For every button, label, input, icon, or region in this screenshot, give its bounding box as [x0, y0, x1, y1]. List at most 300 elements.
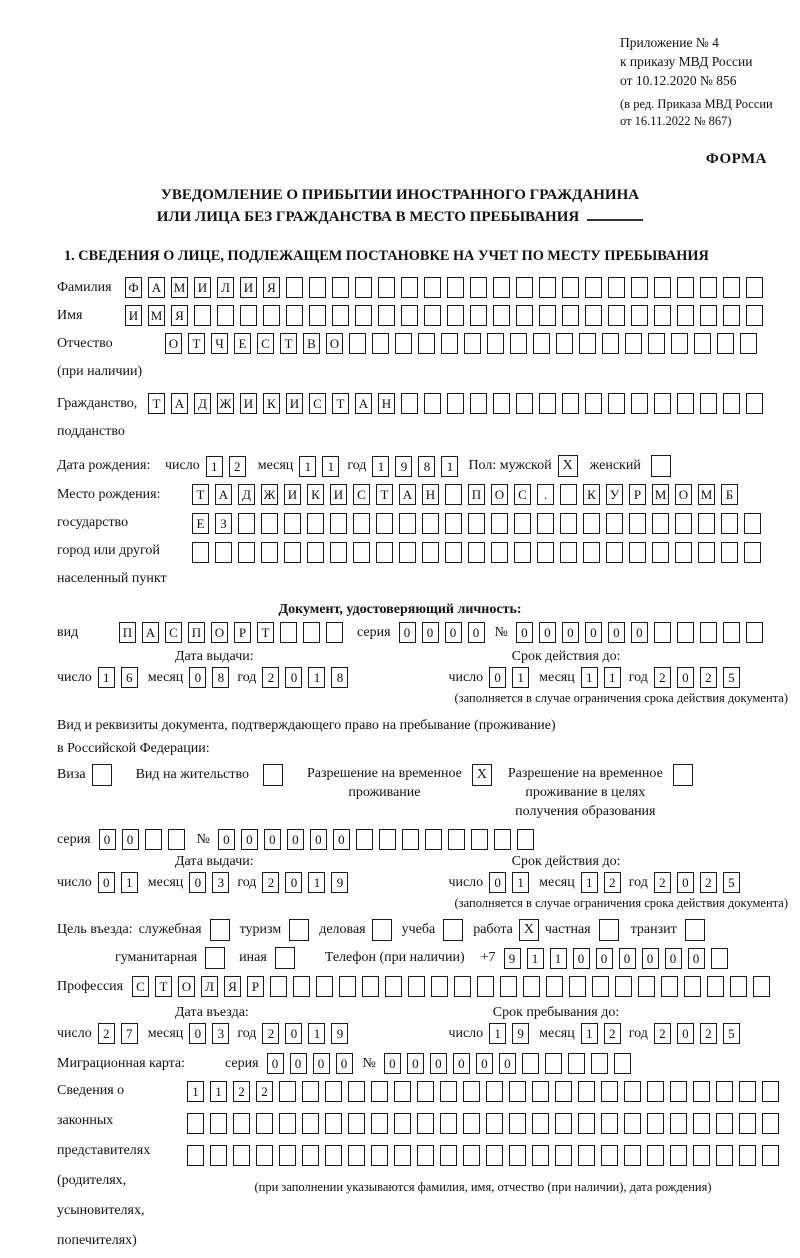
- purpose-business-checkbox[interactable]: [372, 919, 392, 941]
- char-box[interactable]: [279, 1145, 296, 1166]
- char-box[interactable]: [325, 1081, 342, 1102]
- char-box[interactable]: 0: [476, 1053, 493, 1074]
- char-box[interactable]: Е: [234, 333, 251, 354]
- char-box[interactable]: [493, 277, 510, 298]
- char-box[interactable]: [578, 1081, 595, 1102]
- char-box[interactable]: [721, 542, 738, 563]
- char-box[interactable]: 0: [98, 872, 115, 893]
- char-box[interactable]: [654, 393, 671, 414]
- char-box[interactable]: 0: [562, 622, 579, 643]
- char-box[interactable]: [625, 333, 642, 354]
- char-box[interactable]: [568, 1053, 585, 1074]
- char-box[interactable]: Т: [148, 393, 165, 414]
- char-box[interactable]: [424, 277, 441, 298]
- char-box[interactable]: [486, 1145, 503, 1166]
- char-box[interactable]: [711, 948, 728, 969]
- char-box[interactable]: [470, 393, 487, 414]
- char-box[interactable]: [477, 976, 494, 997]
- char-box[interactable]: О: [491, 484, 508, 505]
- char-box[interactable]: [601, 1113, 618, 1134]
- char-box[interactable]: [746, 622, 763, 643]
- char-box[interactable]: [378, 277, 395, 298]
- char-box[interactable]: 0: [267, 1053, 284, 1074]
- char-box[interactable]: [723, 393, 740, 414]
- char-box[interactable]: 2: [262, 872, 279, 893]
- char-box[interactable]: 2: [262, 1023, 279, 1044]
- char-box[interactable]: [395, 333, 412, 354]
- char-box[interactable]: 8: [331, 667, 348, 688]
- char-box[interactable]: [670, 1081, 687, 1102]
- char-box[interactable]: [562, 393, 579, 414]
- char-box[interactable]: 0: [665, 948, 682, 969]
- char-box[interactable]: 2: [256, 1081, 273, 1102]
- char-box[interactable]: [445, 513, 462, 534]
- char-box[interactable]: [424, 393, 441, 414]
- char-box[interactable]: 0: [422, 622, 439, 643]
- char-box[interactable]: [677, 277, 694, 298]
- char-box[interactable]: 0: [189, 667, 206, 688]
- char-box[interactable]: [509, 1081, 526, 1102]
- char-box[interactable]: [261, 542, 278, 563]
- char-box[interactable]: [510, 333, 527, 354]
- char-box[interactable]: [325, 1113, 342, 1134]
- rvp-checkbox[interactable]: X: [472, 764, 492, 786]
- char-box[interactable]: [284, 513, 301, 534]
- char-box[interactable]: [470, 277, 487, 298]
- char-box[interactable]: [654, 277, 671, 298]
- char-box[interactable]: [401, 393, 418, 414]
- char-box[interactable]: [585, 305, 602, 326]
- char-box[interactable]: 2: [98, 1023, 115, 1044]
- char-box[interactable]: А: [399, 484, 416, 505]
- char-box[interactable]: 9: [331, 1023, 348, 1044]
- char-box[interactable]: [309, 305, 326, 326]
- char-box[interactable]: [592, 976, 609, 997]
- char-box[interactable]: 1: [581, 1023, 598, 1044]
- char-box[interactable]: 0: [287, 829, 304, 850]
- char-box[interactable]: [353, 542, 370, 563]
- char-box[interactable]: [716, 1145, 733, 1166]
- char-box[interactable]: [624, 1113, 641, 1134]
- char-box[interactable]: К: [263, 393, 280, 414]
- char-box[interactable]: [447, 305, 464, 326]
- char-box[interactable]: [353, 513, 370, 534]
- char-box[interactable]: 0: [445, 622, 462, 643]
- char-box[interactable]: [371, 1145, 388, 1166]
- char-box[interactable]: [700, 277, 717, 298]
- char-box[interactable]: [631, 393, 648, 414]
- char-box[interactable]: [509, 1145, 526, 1166]
- char-box[interactable]: 8: [212, 667, 229, 688]
- char-box[interactable]: 2: [654, 1023, 671, 1044]
- char-box[interactable]: 3: [212, 872, 229, 893]
- char-box[interactable]: [210, 1145, 227, 1166]
- char-box[interactable]: О: [675, 484, 692, 505]
- char-box[interactable]: [537, 513, 554, 534]
- char-box[interactable]: 0: [453, 1053, 470, 1074]
- char-box[interactable]: С: [132, 976, 149, 997]
- purpose-work-checkbox[interactable]: X: [519, 919, 539, 941]
- char-box[interactable]: Ж: [261, 484, 278, 505]
- char-box[interactable]: [371, 1113, 388, 1134]
- char-box[interactable]: [555, 1081, 572, 1102]
- char-box[interactable]: 1: [121, 872, 138, 893]
- char-box[interactable]: И: [240, 393, 257, 414]
- char-box[interactable]: [316, 976, 333, 997]
- char-box[interactable]: О: [165, 333, 182, 354]
- char-box[interactable]: 0: [285, 872, 302, 893]
- char-box[interactable]: [694, 333, 711, 354]
- char-box[interactable]: 1: [308, 667, 325, 688]
- char-box[interactable]: Ч: [211, 333, 228, 354]
- char-box[interactable]: [339, 976, 356, 997]
- char-box[interactable]: 0: [573, 948, 590, 969]
- char-box[interactable]: 0: [285, 667, 302, 688]
- char-box[interactable]: 0: [333, 829, 350, 850]
- char-box[interactable]: [629, 542, 646, 563]
- char-box[interactable]: М: [698, 484, 715, 505]
- purpose-study-checkbox[interactable]: [443, 919, 463, 941]
- char-box[interactable]: [746, 277, 763, 298]
- char-box[interactable]: 0: [310, 829, 327, 850]
- char-box[interactable]: [441, 333, 458, 354]
- char-box[interactable]: [217, 305, 234, 326]
- char-box[interactable]: 0: [468, 622, 485, 643]
- char-box[interactable]: [624, 1081, 641, 1102]
- char-box[interactable]: [168, 829, 185, 850]
- char-box[interactable]: [440, 1145, 457, 1166]
- char-box[interactable]: [514, 542, 531, 563]
- char-box[interactable]: [717, 333, 734, 354]
- char-box[interactable]: [601, 1081, 618, 1102]
- char-box[interactable]: 1: [372, 456, 389, 477]
- char-box[interactable]: [286, 305, 303, 326]
- char-box[interactable]: [516, 305, 533, 326]
- char-box[interactable]: [578, 1145, 595, 1166]
- char-box[interactable]: [556, 333, 573, 354]
- char-box[interactable]: 0: [585, 622, 602, 643]
- char-box[interactable]: [279, 1113, 296, 1134]
- char-box[interactable]: 0: [241, 829, 258, 850]
- char-box[interactable]: 0: [189, 872, 206, 893]
- char-box[interactable]: [233, 1113, 250, 1134]
- char-box[interactable]: 0: [677, 1023, 694, 1044]
- char-box[interactable]: [608, 277, 625, 298]
- purpose-tourism-checkbox[interactable]: [289, 919, 309, 941]
- char-box[interactable]: [562, 305, 579, 326]
- char-box[interactable]: [385, 976, 402, 997]
- char-box[interactable]: 2: [700, 1023, 717, 1044]
- char-box[interactable]: [608, 393, 625, 414]
- char-box[interactable]: [445, 542, 462, 563]
- char-box[interactable]: [302, 1145, 319, 1166]
- char-box[interactable]: [555, 1145, 572, 1166]
- char-box[interactable]: [379, 829, 396, 850]
- char-box[interactable]: Н: [422, 484, 439, 505]
- char-box[interactable]: [263, 305, 280, 326]
- char-box[interactable]: М: [171, 277, 188, 298]
- char-box[interactable]: [440, 1113, 457, 1134]
- char-box[interactable]: [693, 1081, 710, 1102]
- char-box[interactable]: [447, 277, 464, 298]
- char-box[interactable]: [698, 542, 715, 563]
- char-box[interactable]: [418, 333, 435, 354]
- char-box[interactable]: [670, 1145, 687, 1166]
- char-box[interactable]: [739, 1113, 756, 1134]
- visa-checkbox[interactable]: [92, 764, 112, 786]
- char-box[interactable]: [647, 1081, 664, 1102]
- char-box[interactable]: [606, 513, 623, 534]
- char-box[interactable]: [194, 305, 211, 326]
- char-box[interactable]: Н: [378, 393, 395, 414]
- char-box[interactable]: Т: [192, 484, 209, 505]
- char-box[interactable]: [445, 484, 462, 505]
- char-box[interactable]: [654, 622, 671, 643]
- char-box[interactable]: 3: [212, 1023, 229, 1044]
- char-box[interactable]: [303, 622, 320, 643]
- char-box[interactable]: [700, 393, 717, 414]
- char-box[interactable]: 0: [608, 622, 625, 643]
- char-box[interactable]: [601, 1145, 618, 1166]
- char-box[interactable]: 0: [516, 622, 533, 643]
- char-box[interactable]: У: [606, 484, 623, 505]
- char-box[interactable]: [233, 1145, 250, 1166]
- char-box[interactable]: 0: [677, 872, 694, 893]
- char-box[interactable]: 0: [290, 1053, 307, 1074]
- char-box[interactable]: [330, 542, 347, 563]
- char-box[interactable]: 0: [631, 622, 648, 643]
- char-box[interactable]: [210, 1113, 227, 1134]
- char-box[interactable]: [648, 333, 665, 354]
- char-box[interactable]: [470, 305, 487, 326]
- char-box[interactable]: [652, 542, 669, 563]
- char-box[interactable]: [192, 542, 209, 563]
- char-box[interactable]: А: [171, 393, 188, 414]
- char-box[interactable]: [215, 542, 232, 563]
- char-box[interactable]: [302, 1081, 319, 1102]
- char-box[interactable]: [326, 622, 343, 643]
- char-box[interactable]: [716, 1113, 733, 1134]
- char-box[interactable]: О: [178, 976, 195, 997]
- char-box[interactable]: М: [652, 484, 669, 505]
- char-box[interactable]: [532, 1081, 549, 1102]
- char-box[interactable]: Т: [155, 976, 172, 997]
- char-box[interactable]: [348, 1145, 365, 1166]
- char-box[interactable]: О: [326, 333, 343, 354]
- char-box[interactable]: 0: [218, 829, 235, 850]
- char-box[interactable]: [684, 976, 701, 997]
- char-box[interactable]: 0: [189, 1023, 206, 1044]
- char-box[interactable]: С: [257, 333, 274, 354]
- char-box[interactable]: [723, 305, 740, 326]
- char-box[interactable]: [744, 542, 761, 563]
- char-box[interactable]: 8: [418, 456, 435, 477]
- char-box[interactable]: [608, 305, 625, 326]
- char-box[interactable]: [624, 1145, 641, 1166]
- char-box[interactable]: 0: [399, 622, 416, 643]
- char-box[interactable]: [348, 1113, 365, 1134]
- char-box[interactable]: 1: [581, 667, 598, 688]
- char-box[interactable]: [302, 1113, 319, 1134]
- char-box[interactable]: [762, 1081, 779, 1102]
- purpose-other-checkbox[interactable]: [275, 947, 295, 969]
- char-box[interactable]: [670, 1113, 687, 1134]
- char-box[interactable]: [615, 976, 632, 997]
- char-box[interactable]: [762, 1145, 779, 1166]
- char-box[interactable]: [523, 976, 540, 997]
- char-box[interactable]: [463, 1145, 480, 1166]
- char-box[interactable]: [677, 305, 694, 326]
- char-box[interactable]: [399, 513, 416, 534]
- char-box[interactable]: [394, 1145, 411, 1166]
- char-box[interactable]: П: [119, 622, 136, 643]
- char-box[interactable]: [516, 393, 533, 414]
- char-box[interactable]: [376, 513, 393, 534]
- char-box[interactable]: [532, 1113, 549, 1134]
- char-box[interactable]: [355, 305, 372, 326]
- char-box[interactable]: 0: [677, 667, 694, 688]
- char-box[interactable]: [746, 393, 763, 414]
- char-box[interactable]: [693, 1145, 710, 1166]
- char-box[interactable]: [517, 829, 534, 850]
- char-box[interactable]: [560, 542, 577, 563]
- char-box[interactable]: .: [537, 484, 554, 505]
- char-box[interactable]: [468, 513, 485, 534]
- char-box[interactable]: [533, 333, 550, 354]
- char-box[interactable]: П: [468, 484, 485, 505]
- char-box[interactable]: [422, 513, 439, 534]
- char-box[interactable]: [654, 305, 671, 326]
- char-box[interactable]: [591, 1053, 608, 1074]
- char-box[interactable]: 1: [187, 1081, 204, 1102]
- char-box[interactable]: [514, 513, 531, 534]
- char-box[interactable]: К: [583, 484, 600, 505]
- char-box[interactable]: 0: [264, 829, 281, 850]
- char-box[interactable]: [744, 513, 761, 534]
- char-box[interactable]: С: [353, 484, 370, 505]
- char-box[interactable]: И: [240, 277, 257, 298]
- char-box[interactable]: [522, 1053, 539, 1074]
- char-box[interactable]: И: [330, 484, 347, 505]
- char-box[interactable]: А: [148, 277, 165, 298]
- char-box[interactable]: 5: [723, 872, 740, 893]
- char-box[interactable]: [486, 1113, 503, 1134]
- char-box[interactable]: 9: [512, 1023, 529, 1044]
- char-box[interactable]: [647, 1113, 664, 1134]
- char-box[interactable]: [399, 542, 416, 563]
- char-box[interactable]: [638, 976, 655, 997]
- char-box[interactable]: [401, 277, 418, 298]
- char-box[interactable]: 9: [331, 872, 348, 893]
- char-box[interactable]: 2: [700, 872, 717, 893]
- char-box[interactable]: 2: [700, 667, 717, 688]
- char-box[interactable]: [279, 1081, 296, 1102]
- char-box[interactable]: [602, 333, 619, 354]
- char-box[interactable]: [560, 513, 577, 534]
- char-box[interactable]: [539, 393, 556, 414]
- char-box[interactable]: 5: [723, 1023, 740, 1044]
- char-box[interactable]: 1: [489, 1023, 506, 1044]
- char-box[interactable]: [723, 277, 740, 298]
- gender-male-checkbox[interactable]: X: [558, 455, 578, 477]
- char-box[interactable]: [284, 542, 301, 563]
- char-box[interactable]: 0: [688, 948, 705, 969]
- char-box[interactable]: С: [514, 484, 531, 505]
- char-box[interactable]: К: [307, 484, 324, 505]
- char-box[interactable]: [376, 542, 393, 563]
- char-box[interactable]: З: [215, 513, 232, 534]
- purpose-humanitarian-checkbox[interactable]: [205, 947, 225, 969]
- char-box[interactable]: [463, 1081, 480, 1102]
- char-box[interactable]: 0: [489, 872, 506, 893]
- char-box[interactable]: [463, 1113, 480, 1134]
- char-box[interactable]: 1: [512, 872, 529, 893]
- char-box[interactable]: [675, 513, 692, 534]
- char-box[interactable]: [579, 333, 596, 354]
- char-box[interactable]: 1: [308, 1023, 325, 1044]
- char-box[interactable]: [509, 1113, 526, 1134]
- char-box[interactable]: [401, 305, 418, 326]
- char-box[interactable]: [555, 1113, 572, 1134]
- char-box[interactable]: 0: [642, 948, 659, 969]
- char-box[interactable]: [578, 1113, 595, 1134]
- char-box[interactable]: [493, 305, 510, 326]
- char-box[interactable]: [424, 305, 441, 326]
- char-box[interactable]: [629, 513, 646, 534]
- char-box[interactable]: [583, 513, 600, 534]
- char-box[interactable]: [606, 542, 623, 563]
- char-box[interactable]: 9: [395, 456, 412, 477]
- char-box[interactable]: Т: [188, 333, 205, 354]
- char-box[interactable]: 0: [430, 1053, 447, 1074]
- rvp-education-checkbox[interactable]: [673, 764, 693, 786]
- char-box[interactable]: [739, 1081, 756, 1102]
- char-box[interactable]: Е: [192, 513, 209, 534]
- char-box[interactable]: [675, 542, 692, 563]
- char-box[interactable]: [762, 1113, 779, 1134]
- char-box[interactable]: 1: [604, 667, 621, 688]
- char-box[interactable]: Р: [234, 622, 251, 643]
- char-box[interactable]: 0: [596, 948, 613, 969]
- char-box[interactable]: [698, 513, 715, 534]
- char-box[interactable]: [417, 1145, 434, 1166]
- char-box[interactable]: 7: [121, 1023, 138, 1044]
- char-box[interactable]: Т: [280, 333, 297, 354]
- char-box[interactable]: [631, 305, 648, 326]
- char-box[interactable]: [539, 305, 556, 326]
- char-box[interactable]: 0: [489, 667, 506, 688]
- char-box[interactable]: [348, 1081, 365, 1102]
- char-box[interactable]: [468, 542, 485, 563]
- char-box[interactable]: [431, 976, 448, 997]
- char-box[interactable]: С: [165, 622, 182, 643]
- char-box[interactable]: В: [303, 333, 320, 354]
- char-box[interactable]: С: [309, 393, 326, 414]
- char-box[interactable]: [585, 393, 602, 414]
- char-box[interactable]: [486, 1081, 503, 1102]
- char-box[interactable]: 0: [499, 1053, 516, 1074]
- char-box[interactable]: [693, 1113, 710, 1134]
- char-box[interactable]: А: [215, 484, 232, 505]
- purpose-official-checkbox[interactable]: [210, 919, 230, 941]
- char-box[interactable]: 1: [206, 456, 223, 477]
- char-box[interactable]: Т: [332, 393, 349, 414]
- char-box[interactable]: 6: [121, 667, 138, 688]
- char-box[interactable]: 1: [308, 872, 325, 893]
- char-box[interactable]: [583, 542, 600, 563]
- char-box[interactable]: [440, 1081, 457, 1102]
- char-box[interactable]: [707, 976, 724, 997]
